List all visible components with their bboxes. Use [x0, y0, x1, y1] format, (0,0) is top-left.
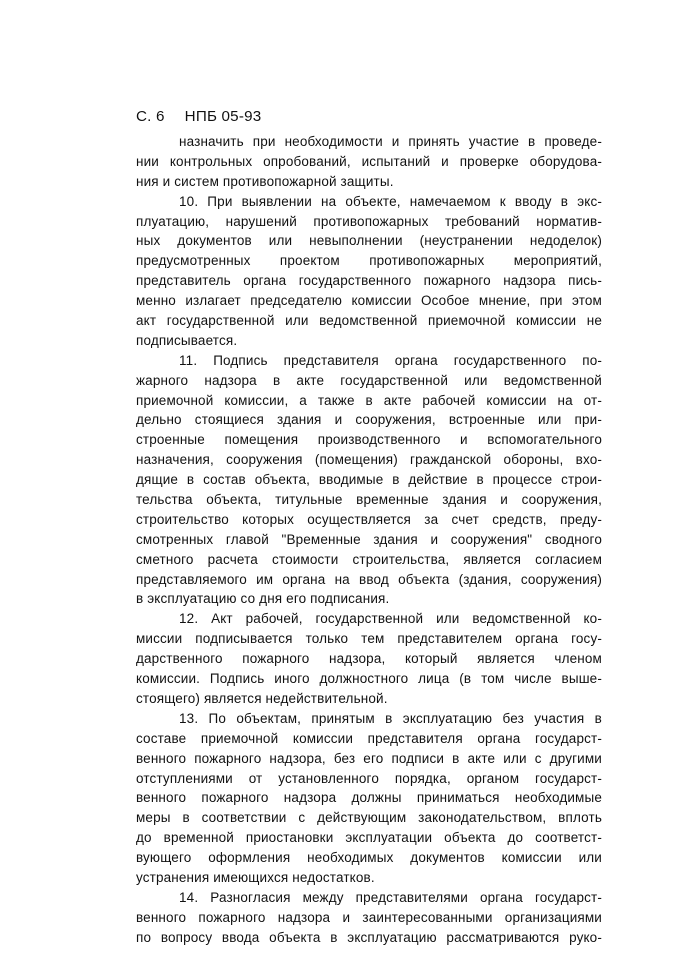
text-line: венного пожарного надзора и заинтересованными организациями — [136, 909, 602, 925]
text-line: 11. Подпись представителя органа государственного по- — [179, 352, 602, 368]
text-line: тельства объекта, титульные временные здания и сооружения, — [136, 492, 602, 508]
text-line: строительство которых осуществляется за счет средств, преду- — [136, 511, 602, 527]
text-line: венного пожарного надзора, без его подписи в акте или с другими — [136, 750, 602, 766]
text-line: приемочной комиссии, а также в акте рабочей комиссии на от- — [136, 392, 602, 408]
text-line: дящие в состав объекта, вводимые в действие в процессе строи- — [136, 472, 602, 488]
text-line: меры в соответствии с действующим законодательством, вплоть — [136, 810, 602, 826]
text-line: вующего оформления необходимых документов комиссии или — [136, 850, 602, 866]
text-line: ных документов или невыполнении (неустранении недоделок) — [136, 233, 602, 249]
text-line: составе приемочной комиссии представителя органа государст- — [136, 730, 602, 746]
text-line: дельно стоящиеся здания и сооружения, встроенные или при- — [136, 412, 602, 428]
text-line: устранения имеющихся недостатков. — [136, 869, 375, 885]
text-line: строенные помещения производственного и вспомогательного — [136, 432, 602, 448]
body-text — [136, 132, 602, 948]
text-line: жарного надзора в акте государственной или ведомственной — [136, 372, 602, 388]
text-line: стоящего) является недействительной. — [136, 690, 388, 706]
text-line: отступлениями от установленного порядка, органом государст- — [136, 770, 602, 786]
text-line: по вопросу ввода объекта в эксплуатацию рассматриваются руко- — [136, 929, 602, 945]
text-line: комиссии. Подпись иного должностного лица (в том числе выше- — [136, 671, 602, 687]
text-line: 12. Акт рабочей, государственной или ведомственной ко- — [179, 611, 602, 627]
text-line: в эксплуатацию со дня его подписания. — [136, 591, 390, 607]
text-line: сметного расчета стоимости строительства, является согласием — [136, 551, 602, 567]
text-line: венного пожарного надзора должны приниматься необходимые — [136, 790, 602, 806]
text-line: до временной приостановки эксплуатации объекта до соответст- — [136, 830, 602, 846]
text-line: 10. При выявлении на объекте, намечаемом к вводу в экс- — [179, 193, 602, 209]
text-line: миссии подписывается только тем представителем органа госу- — [136, 631, 602, 647]
document-code: НПБ 05-93 — [184, 108, 262, 125]
text-line: назначить при необходимости и принять участие в проведе- — [179, 134, 602, 149]
text-line: предусмотренных проектом противопожарных мероприятий, — [136, 253, 602, 269]
text-line: дарственного пожарного надзора, который является членом — [136, 651, 602, 667]
page-number-label: С. 6 — [136, 108, 165, 125]
text-line: подписывается. — [136, 332, 238, 348]
text-line: нии контрольных опробований, испытаний и проверке оборудова- — [136, 153, 602, 169]
text-line: акт государственной или ведомственной приемочной комиссии не — [136, 313, 602, 329]
text-line: 13. По объектам, принятым в эксплуатацию без участия в — [179, 710, 602, 726]
text-line: менно излагает председателю комиссии Особое мнение, при этом — [136, 293, 602, 309]
text-line: 14. Разногласия между представителями органа государст- — [179, 889, 602, 905]
text-line: смотренных главой "Временные здания и сооружения" сводного — [136, 531, 602, 547]
text-line: ния и систем противопожарной защиты. — [136, 173, 394, 189]
page-header — [136, 108, 261, 125]
text-line: назначения, сооружения (помещения) гражданской обороны, вхо- — [136, 452, 602, 468]
text-line: представляемого им органа на ввод объекта (здания, сооружения) — [136, 571, 602, 587]
text-line: представитель органа государственного пожарного надзора пись- — [136, 273, 602, 289]
text-line: плуатацию, нарушений противопожарных требований норматив- — [136, 213, 602, 229]
